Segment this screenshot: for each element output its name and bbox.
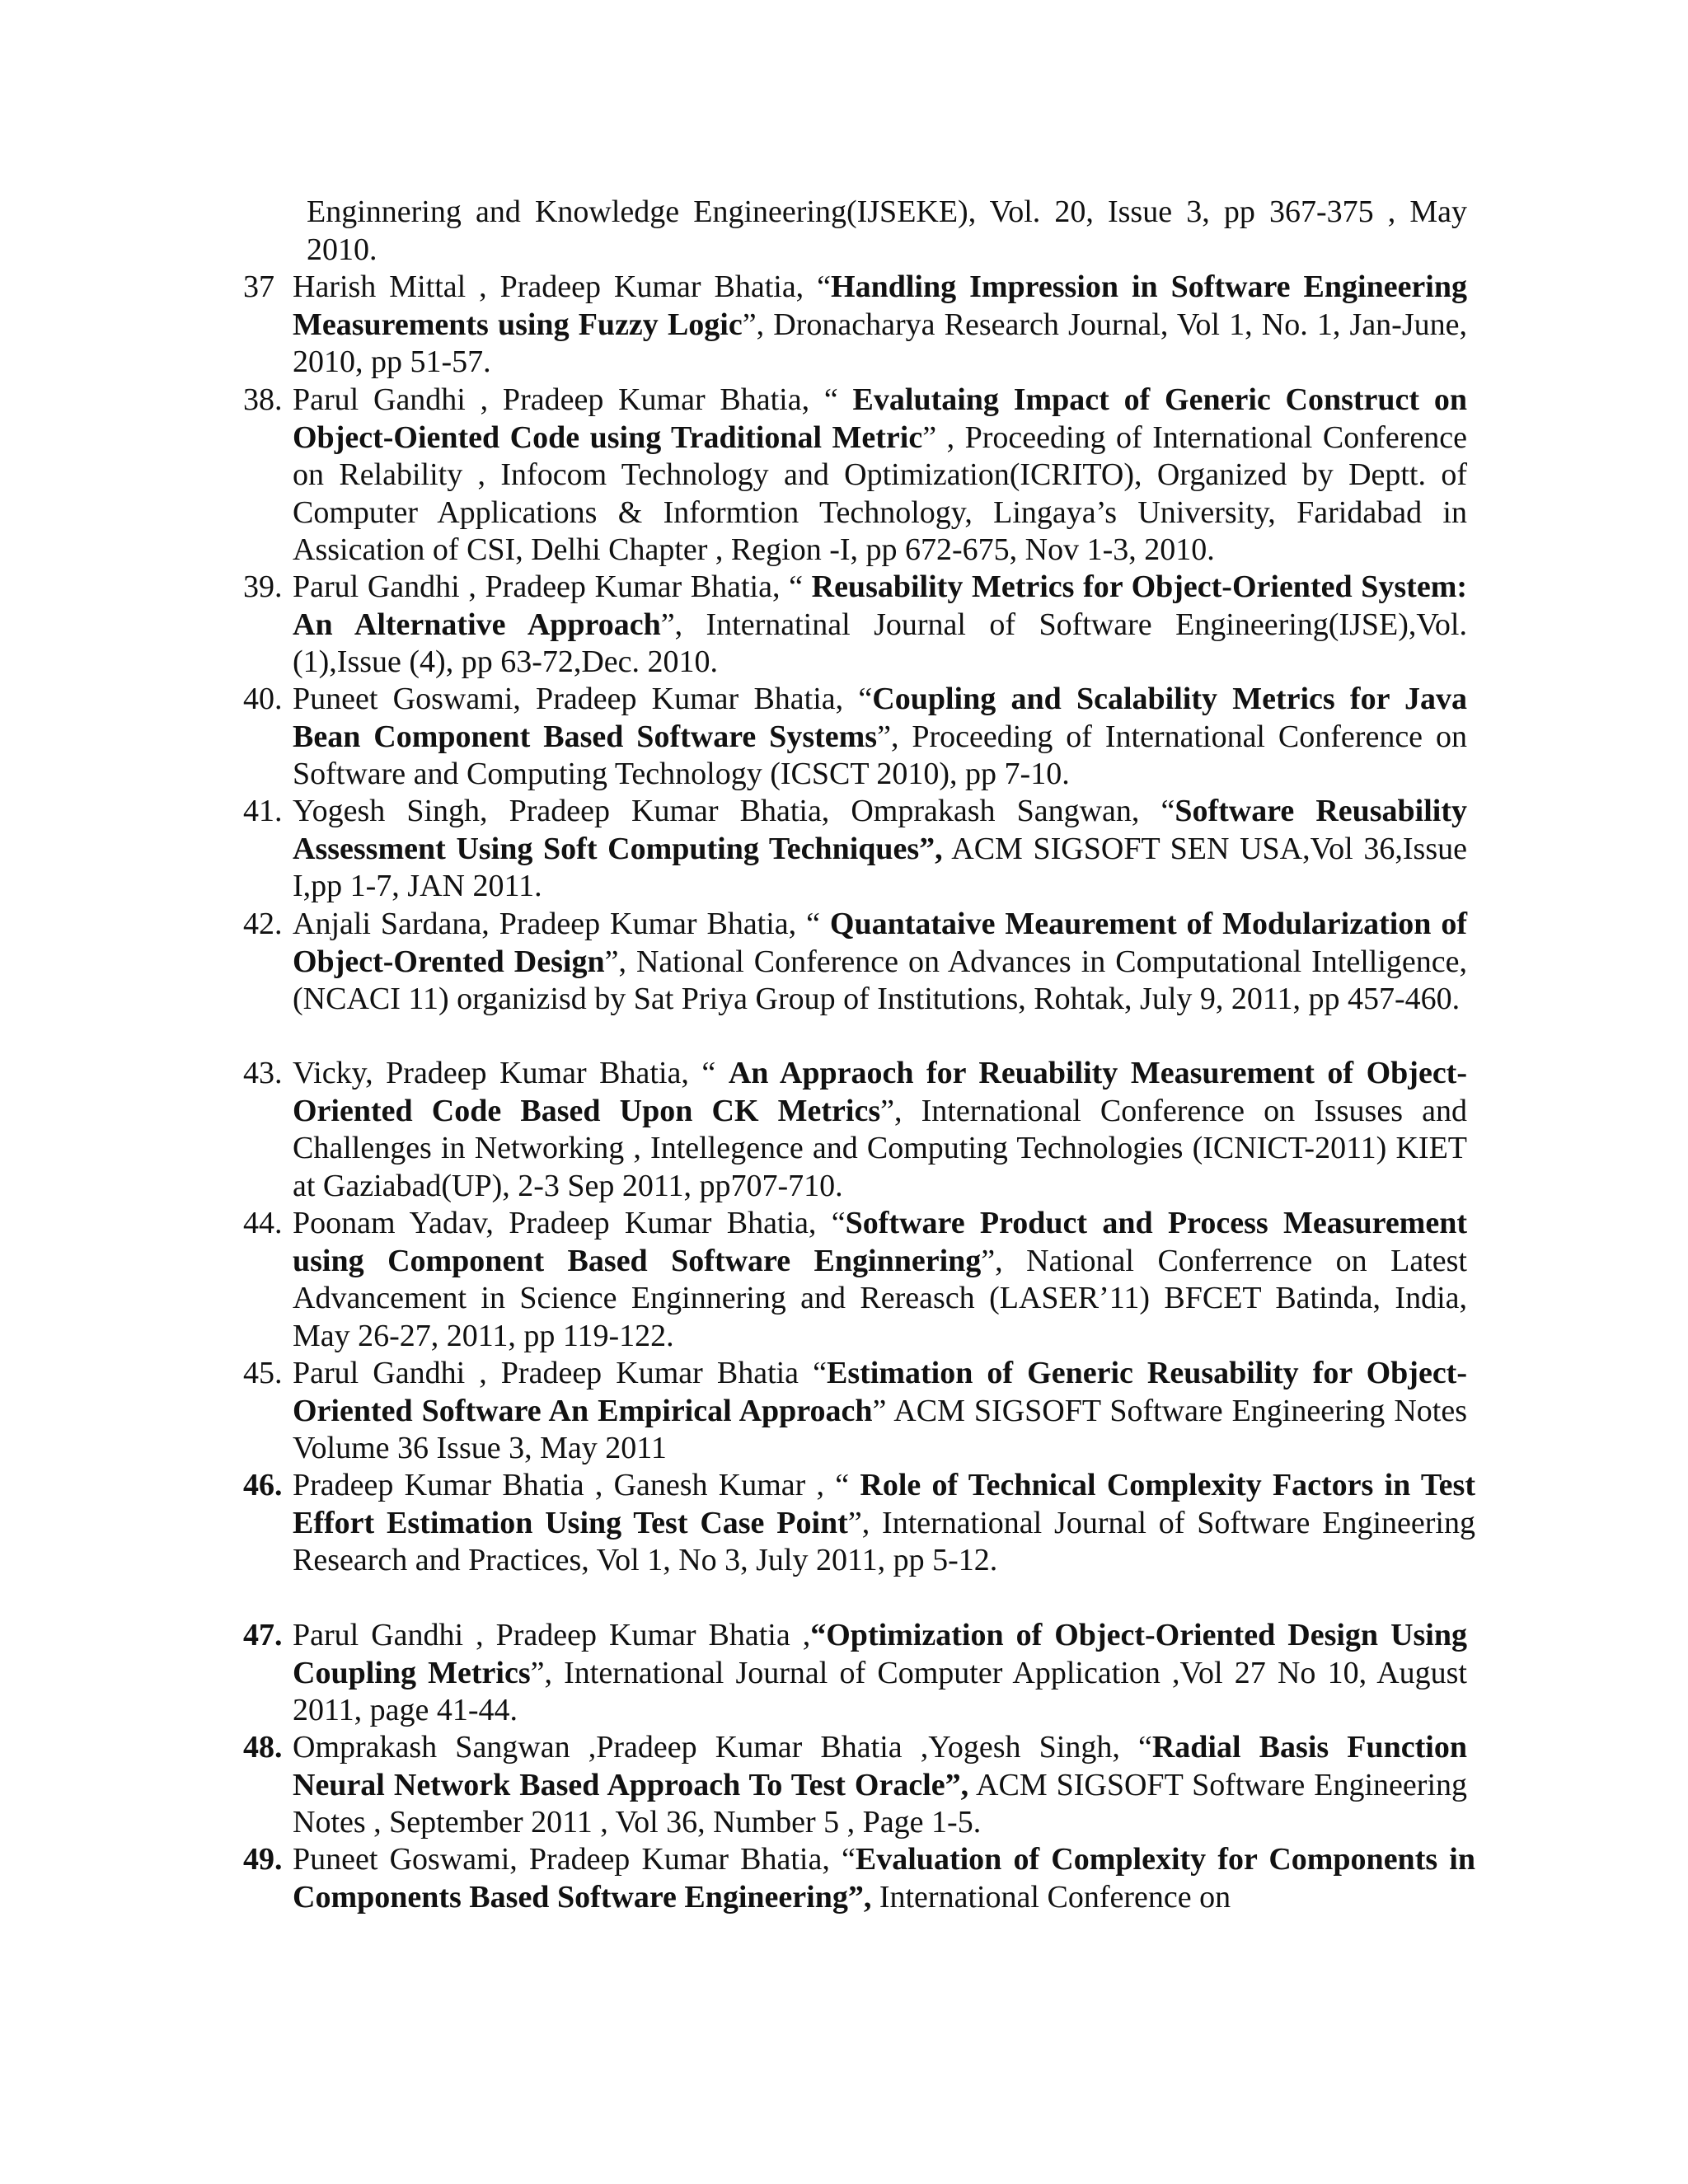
- reference-item-45: [243, 1355, 1467, 1468]
- reference-item-39: [243, 569, 1468, 682]
- reference-title: Radial Basis Function Neural Network Based Approach To Test Oracle”,: [293, 1730, 1467, 1802]
- reference-continuation: [307, 194, 1467, 269]
- reference-text: Enginnering and Knowledge Engineering(IJSEKE), Vol. 20, Issue 3, pp 367-375 , May 2010.: [307, 194, 1467, 267]
- reference-item-42: [243, 906, 1467, 1019]
- reference-item-43: [243, 1055, 1467, 1205]
- reference-item-49: [243, 1841, 1475, 1916]
- reference-number: 37: [243, 269, 274, 304]
- reference-number: 46.: [243, 1468, 283, 1502]
- reference-item-40: [243, 681, 1467, 794]
- reference-number: 43.: [243, 1056, 283, 1090]
- reference-title: Software Product and Process Measurement using Component Based Software Enginnering: [293, 1206, 1467, 1278]
- reference-number: 48.: [243, 1730, 283, 1765]
- reference-authors: Puneet Goswami, Pradeep Kumar Bhatia, “: [293, 682, 873, 716]
- reference-source: ” , Proceeding of International Conference on Relability , Infocom Technology and Optimization(ICRITO), Organized by Deptt. of Computer Applications & Informtion Technology, Lingaya’s University, Faridabad in Assication of CSI, Delhi Chapter , Region -I, pp 672-675, Nov 1-3, 2010.: [293, 419, 1467, 567]
- reference-source: ”, International Journal of Computer Application ,Vol 27 No 10, August 2011, page 41-44.: [293, 1655, 1467, 1727]
- reference-title: Coupling and Scalability Metrics for Java Bean Component Based Software Systems: [293, 682, 1467, 754]
- reference-authors: Vicky, Pradeep Kumar Bhatia, “: [293, 1056, 729, 1090]
- reference-title: Evalutaing Impact of Generic Construct on Object-Oiented Code using Traditional Metric: [293, 382, 1467, 455]
- reference-source: ”, International Conference on Issuses and Challenges in Networking , Intellegence and Computing Technologies (ICNICT-2011) KIET at Gaziabad(UP), 2-3 Sep 2011, pp707-710.: [293, 1093, 1467, 1203]
- reference-authors: Parul Gandhi , Pradeep Kumar Bhatia, “: [293, 382, 853, 417]
- reference-authors: Parul Gandhi , Pradeep Kumar Bhatia, “: [293, 569, 812, 604]
- reference-title: “Optimization of Object-Oriented Design Using Coupling Metrics: [293, 1618, 1468, 1690]
- reference-item-46: [243, 1467, 1475, 1580]
- reference-item-37: [243, 269, 1467, 382]
- reference-item-47: [243, 1617, 1468, 1730]
- reference-source: ”, Dronacharya Research Journal, Vol 1, No. 1, Jan-June, 2010, pp 51-57.: [293, 307, 1467, 379]
- reference-title: Software Reusability Assessment Using Soft Computing Techniques”,: [293, 794, 1468, 866]
- reference-source: ”, International Journal of Software Engineering Research and Practices, Vol 1, No 3, July 2011, pp 5-12.: [293, 1505, 1475, 1577]
- reference-number: 45.: [243, 1356, 283, 1390]
- reference-number: 47.: [243, 1618, 283, 1652]
- reference-source: ACM SIGSOFT Software Engineering Notes , September 2011 , Vol 36, Number 5 , Page 1-5.: [293, 1767, 1467, 1840]
- reference-authors: Anjali Sardana, Pradeep Kumar Bhatia, “: [293, 907, 830, 941]
- reference-number: 42.: [243, 907, 283, 941]
- reference-title: An Appraoch for Reuability Measurement of Object-Oriented Code Based Upon CK Metrics: [293, 1056, 1467, 1128]
- reference-source: International Conference on: [871, 1879, 1231, 1915]
- reference-authors: Pradeep Kumar Bhatia , Ganesh Kumar , “: [293, 1468, 860, 1502]
- reference-item-38: [243, 382, 1467, 569]
- reference-number: 40.: [243, 682, 283, 716]
- reference-item-48: [243, 1729, 1467, 1842]
- reference-item-44: [243, 1205, 1467, 1355]
- reference-title: Reusability Metrics for Object-Oriented System: An Alternative Approach: [293, 569, 1468, 642]
- reference-number: 39.: [243, 569, 283, 604]
- reference-number: 44.: [243, 1206, 283, 1240]
- reference-source: ” ACM SIGSOFT Software Engineering Notes Volume 36 Issue 3, May 2011: [293, 1393, 1467, 1465]
- reference-title: Role of Technical Complexity Factors in Test Effort Estimation Using Test Case Point: [293, 1468, 1475, 1540]
- reference-source: ”, National Conference on Advances in Computational Intelligence,(NCACI 11) organizisd by Sat Priya Group of Institutions, Rohtak, July 9, 2011, pp 457-460.: [293, 944, 1467, 1016]
- reference-authors: Puneet Goswami, Pradeep Kumar Bhatia, “: [293, 1842, 856, 1877]
- reference-source: ”, Proceeding of International Conference on Software and Computing Technology (ICSCT 2010), pp 7-10.: [293, 719, 1467, 791]
- reference-number: 49.: [243, 1842, 283, 1877]
- reference-authors: Omprakash Sangwan ,Pradeep Kumar Bhatia ,Yogesh Singh, “: [293, 1730, 1152, 1765]
- reference-item-41: [243, 793, 1468, 906]
- reference-title: Estimation of Generic Reusability for Object-Oriented Software An Empirical Approach: [293, 1356, 1467, 1428]
- reference-source: ACM SIGSOFT SEN USA,Vol 36,Issue I,pp 1-7, JAN 2011.: [293, 831, 1467, 903]
- reference-authors: Parul Gandhi , Pradeep Kumar Bhatia ,: [293, 1618, 811, 1652]
- reference-number: 38.: [243, 382, 283, 417]
- reference-authors: Poonam Yadav, Pradeep Kumar Bhatia, “: [293, 1206, 846, 1240]
- reference-title: Handling Impression in Software Engineering Measurements using Fuzzy Logic: [293, 269, 1467, 342]
- reference-source: ”, Internatinal Journal of Software Engineering(IJSE),Vol. (1),Issue (4), pp 63-72,Dec. 2010.: [293, 607, 1467, 679]
- reference-title: Evaluation of Complexity for Components in Components Based Software Engineering”,: [293, 1842, 1475, 1915]
- reference-authors: Harish Mittal , Pradeep Kumar Bhatia, “: [293, 269, 832, 304]
- reference-authors: Parul Gandhi , Pradeep Kumar Bhatia “: [293, 1356, 827, 1390]
- reference-title: Quantataive Meaurement of Modularization of Object-Orented Design: [293, 907, 1467, 979]
- reference-number: 41.: [243, 794, 283, 828]
- reference-source: ”, National Conferrence on Latest Advancement in Science Enginnering and Rereasch (LASER’11) BFCET Batinda, India, May 26-27, 2011, pp 119-122.: [293, 1243, 1467, 1353]
- reference-authors: Yogesh Singh, Pradeep Kumar Bhatia, Omprakash Sangwan, “: [293, 794, 1175, 828]
